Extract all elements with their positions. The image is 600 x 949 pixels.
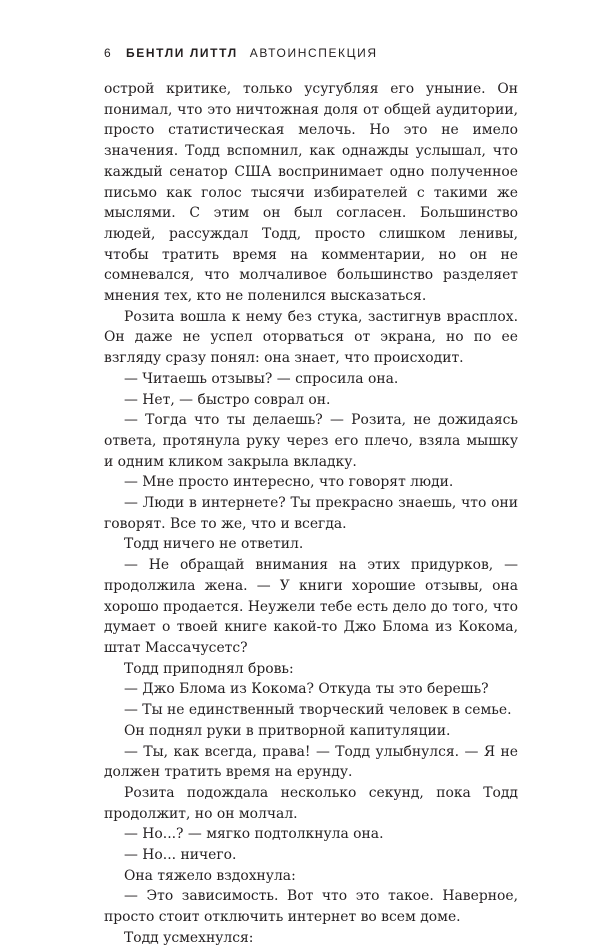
paragraph: Розита подождала несколько секунд, пока Тодд продолжит, но он молчал. <box>104 784 518 822</box>
paragraph: — Мне просто интересно, что говорят люди. <box>124 474 454 491</box>
paragraph: — Тогда что ты делаешь? — Розита, не дожидаясь ответа, протянула руку через его плечо, взяла мышку и одним кликом закрыла вкладку. <box>104 412 518 470</box>
paragraph: Тодд усмехнулся: <box>124 929 254 946</box>
paragraph: — Но...? — мягко подтолкнула она. <box>124 826 384 843</box>
body-text <box>104 79 518 949</box>
running-header <box>104 46 378 60</box>
paragraph: — Джо Блома из Кокома? Откуда ты это берешь? <box>124 681 489 698</box>
paragraph: Тодд приподнял бровь: <box>124 660 294 677</box>
paragraph: Он поднял руки в притворной капитуляции. <box>124 722 451 739</box>
paragraph: — Но... ничего. <box>124 847 237 864</box>
paragraph: Розита вошла к нему без стука, застигнув врасплох. Он даже не успел оторваться от экрана, но по ее взгляду сразу понял: она знает, что происходит. <box>104 308 518 367</box>
paragraph: — Нет, — быстро соврал он. <box>124 391 331 408</box>
paragraph: — Ты не единственный творческий человек в семье. <box>124 702 512 719</box>
paragraph: Она тяжело вздохнула: <box>124 867 296 884</box>
paragraph: — Люди в интернете? Ты прекрасно знаешь, что они говорят. Все то же, что и всегда. <box>104 495 518 532</box>
book-title: АВТОИНСПЕКЦИЯ <box>249 46 378 60</box>
paragraph: — Ты, как всегда, права! — Тодд улыбнулся. — Я не должен тратить время на ерунду. <box>104 743 518 781</box>
paragraph: Тодд ничего не ответил. <box>124 536 304 553</box>
paragraph: — Это зависимость. Вот что это такое. Наверное, просто стоит отключить интернет во всем доме. <box>104 888 518 926</box>
paragraph: — Не обращай внимания на этих придурков, — продолжила жена. — У книги хорошие отзывы, она хорошо продается. Неужели тебе есть дело до того, что думает о твоей книге какой-то Джо Блома из Кокома, штат Массачусетс? <box>104 557 518 656</box>
page-number: 6 <box>104 46 111 60</box>
author-name: БЕНТЛИ ЛИТТЛ <box>126 46 238 60</box>
paragraph: острой критике, только усугубляя его уныние. Он понимал, что это ничтожная доля от общей аудитории, просто статистическая мелочь. Но это не имело значения. Тодд вспомнил, как однажды услышал, что каждый сенатор США воспринимает одно полученное письмо как голос тысячи избирателей с такими же мыслями. С этим он был согласен. Большинство людей, рассуждал Тодд, просто слишком ленивы, чтобы тратить время на комментарии, но он не сомневался, что молчаливое большинство разделяет мнения тех, кто не поленился высказаться. <box>104 81 518 305</box>
paragraph: — Читаешь отзывы? — спросила она. <box>124 370 399 387</box>
